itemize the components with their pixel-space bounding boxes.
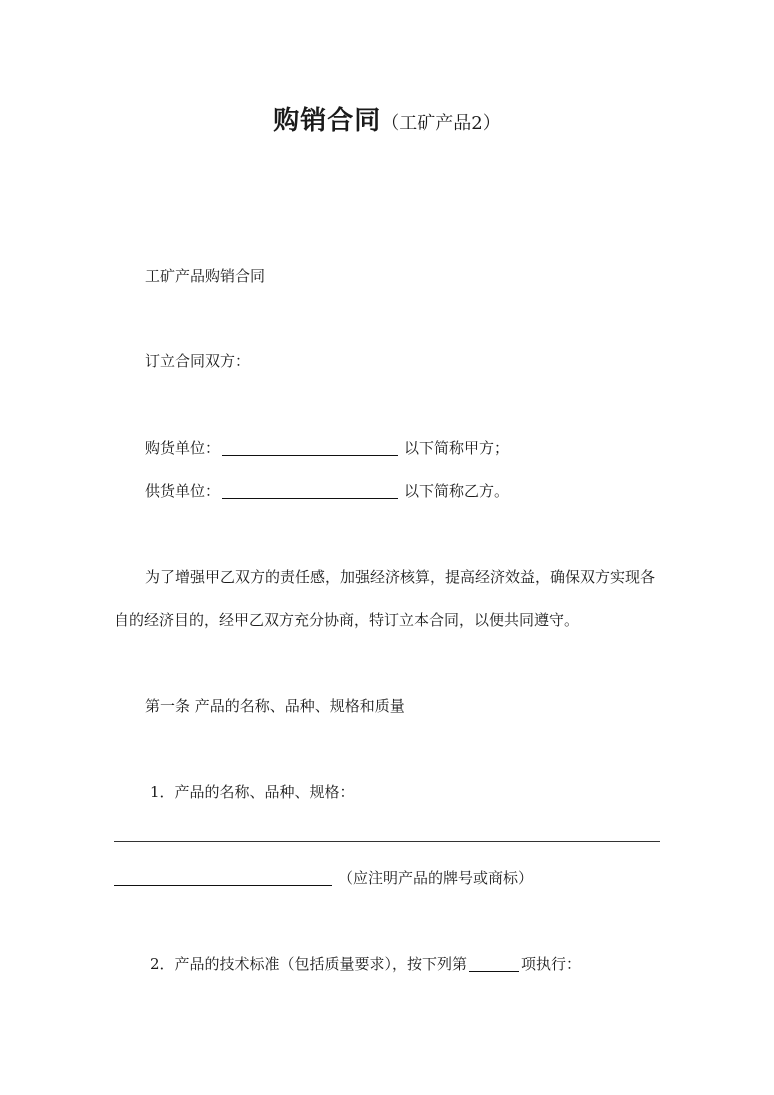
purpose-paragraph-line1: 为了增强甲乙双方的责任感，加强经济核算，提高经济效益，确保双方实现各 <box>145 568 656 586</box>
item-2-blank-field[interactable] <box>469 970 519 972</box>
article-1-heading: 第一条 产品的名称、品种、规格和质量 <box>145 697 405 715</box>
item-1-note-line <box>114 868 533 888</box>
brand-blank-field[interactable] <box>114 884 332 886</box>
item-1: 1．产品的名称、品种、规格： <box>150 783 355 801</box>
item-1-note: （应注明产品的牌号或商标） <box>338 869 534 887</box>
buyer-label: 购货单位： <box>145 439 221 457</box>
purpose-paragraph-line2: 自的经济目的，经甲乙双方充分协商，特订立本合同，以便共同遵守。 <box>114 611 580 629</box>
title-main: 购销合同 <box>273 106 382 136</box>
item-2-prefix: 2．产品的技术标准（包括质量要求），按下列第 <box>150 955 468 973</box>
parties-intro: 订立合同双方： <box>145 352 251 370</box>
item-2 <box>150 954 581 974</box>
product-name-blank-line[interactable] <box>114 841 660 842</box>
title-sub: （工矿产品2） <box>381 113 501 134</box>
buyer-line <box>145 438 509 458</box>
item-2-suffix: 项执行： <box>521 955 582 973</box>
buyer-blank-field[interactable] <box>222 454 398 456</box>
document-title <box>0 100 774 137</box>
seller-suffix: 以下简称乙方。 <box>404 482 510 500</box>
seller-blank-field[interactable] <box>222 497 398 499</box>
contract-heading: 工矿产品购销合同 <box>145 267 266 285</box>
seller-label: 供货单位： <box>145 482 221 500</box>
seller-line <box>145 481 509 501</box>
buyer-suffix: 以下简称甲方； <box>404 439 510 457</box>
